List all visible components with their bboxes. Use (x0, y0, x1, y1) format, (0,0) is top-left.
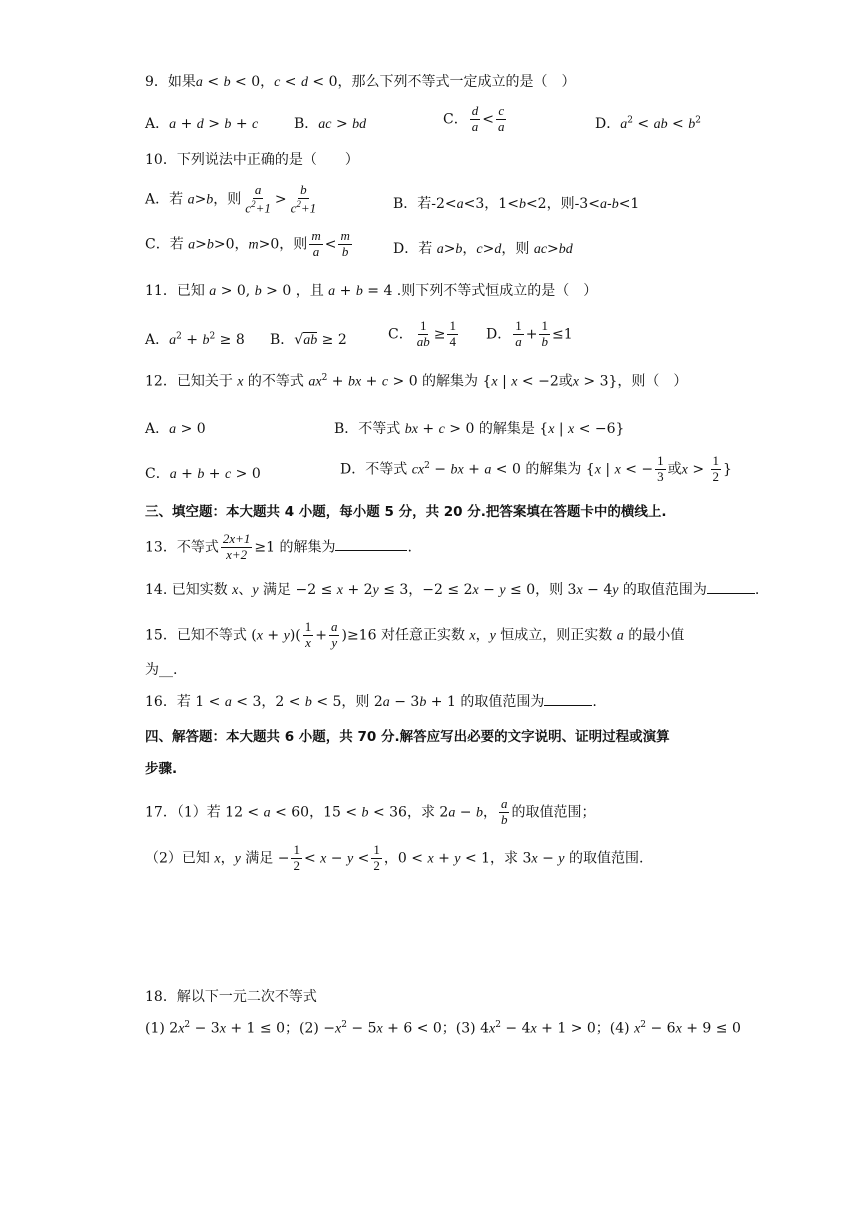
q10-option-d: D．若 a>b，c>d，则 ac>bd (393, 241, 573, 257)
q11-option-b: B．√ab ≥ 2 (270, 332, 347, 348)
q12-option-b: B．不等式 bx + c > 0 的解集是 {x | x < −6} (334, 421, 625, 437)
q15-line-1: 15．已知不等式 (x + y)( $\frac{1}{x}$ + $\frac{a}{y}$ )≥16 对任意正实数 x，y 恒成立，则正实数 a 的最小值 (145, 619, 685, 650)
q11-stem: 11．已知 a > 0, b > 0 ，且 a + b = 4 .则下列不等式恒成立的是（ ） (145, 283, 598, 299)
q11-option-a: A．$a^2 + b^2 \ge 8$ (145, 331, 245, 348)
q10-option-b: B．若-2<a<3，1<b<2，则-3<a-b<1 (393, 196, 640, 212)
q12-option-a: A．a > 0 (145, 421, 206, 437)
section-3-heading: 三、填空题：本大题共 4 小题，每小题 5 分，共 20 分.把答案填在答题卡中的横线上. (145, 504, 667, 520)
q12-option-d: D．不等式 $cx^2$ − bx + a < 0 的解集为 {x | x < − $\frac{1}{3}$ 或x > $\frac{1}{2}$ } (340, 453, 732, 484)
q18-items: (1) $2x^2 - 3x + 1 \le 0$；$(2) -x^2 - 5x + 6 < 0$；(3) $4x^2 - 4x + 1 > 0$；(4) $x^2 - 6x + 9 \le 0$ (145, 1020, 741, 1037)
q17-part-2: （2）已知 x，y 满足 − $\frac{1}{2}$ < x − y < $\frac{1}{2}$ ，0 < x + y < 1，求 3x − y 的取值范围. (145, 842, 644, 873)
q11-option-c: C． $\frac{1}{ab}$ ≥ $\frac{1}{4}$ (388, 318, 456, 349)
q11-option-d: D． $\frac{1}{a}$ + $\frac{1}{b}$ ≤1 (486, 318, 573, 349)
q15-line-2: 为__. (145, 662, 178, 678)
q10-stem: 10．下列说法中正确的是（ ） (145, 152, 359, 168)
section-4-heading-line-2: 步骤. (145, 761, 178, 777)
q14: 14. 已知实数 x、y 满足 −2 ≤ x + 2y ≤ 3，−2 ≤ 2x − y ≤ 0，则 3x − 4y 的取值范围为 . (145, 582, 760, 598)
q10-option-c: C．若 a>b>0，m>0，则 $\frac{m}{a}$ < $\frac{m}{b}$ (145, 228, 350, 259)
q12-stem: 12．已知关于 x 的不等式 $ax^2$ + bx + c > 0 的解集为 {x | x < −2或x > 3}，则（ ） (145, 373, 688, 390)
q17-part-1: 17．（1）若 12 < a < 60，15 < b < 36，求 2a − b， $\frac{a}{b}$ 的取值范围； (145, 796, 596, 827)
q12-option-c: C．a + b + c > 0 (145, 466, 261, 482)
q16: 16．若 1 < a < 3，2 < b < 5，则 2a − 3b + 1 的取值范围为 . (145, 694, 597, 710)
q9-option-b: B．ac > bd (294, 116, 367, 132)
q13: 13．不等式 $\frac{2x+1}{x+2}$ ≥1 的解集为 . (145, 531, 412, 562)
q9-stem: 9．如果a < b < 0，c < d < 0，那么下列不等式一定成立的是（ ） (145, 74, 576, 90)
q18-stem: 18．解以下一元二次不等式 (145, 989, 317, 1005)
q9-option-a: A．a + d > b + c (145, 116, 259, 132)
section-4-heading-line-1: 四、解答题：本大题共 6 小题，共 70 分.解答应写出必要的文字说明、证明过程或演算 (145, 729, 670, 745)
q9-option-d: D．$a^2$ < ab < $b^2$ (595, 115, 701, 132)
q9-option-c: C． $\frac{d}{a}$ < $\frac{c}{a}$ (443, 103, 505, 134)
q10-option-a: A．若 a>b，则 $\frac{a}{c^2+1}$ > $\frac{b}{c^2+1}$ (145, 182, 317, 216)
